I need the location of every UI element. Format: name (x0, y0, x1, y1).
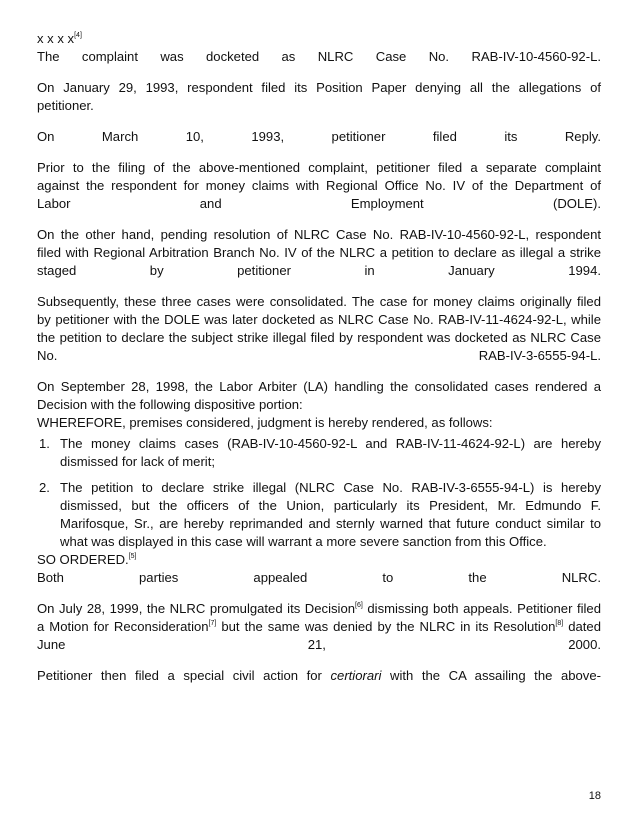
reply-line: On March 10, 1993, petitioner filed its Reply. (37, 129, 601, 144)
nlrc-line-3: June 21, 2000. (37, 637, 601, 652)
other-line-1: On the other hand, pending resolution of NLRC Case No. RAB-IV-10-4560-92-L, respondent (37, 227, 601, 242)
list-item-text: The money claims cases (RAB-IV-10-4560-92-L and RAB-IV-11-4624-92-L) are hereby dismissed for lack of merit; (60, 436, 601, 469)
cert-text-b: with the CA assailing the above- (381, 668, 601, 683)
consol-line-3: the petition to declare the subject strike illegal filed by respondent was docketed as NLRC Case (37, 330, 601, 345)
wherefore-line: WHEREFORE, premises considered, judgment is hereby rendered, as follows: (37, 415, 493, 430)
cert-text-a: Petitioner then filed a special civil action for (37, 668, 331, 683)
prior-line-3: Labor and Employment (DOLE). (37, 196, 601, 211)
list-item-number: 2. (39, 480, 50, 495)
nlrc-line-1b: dismissing both appeals. Petitioner filed (362, 601, 601, 616)
nlrc-line-2b: but the same was denied by the NLRC in its Resolution (216, 619, 556, 634)
docket-line: The complaint was docketed as NLRC Case No. RAB-IV-10-4560-92-L. (37, 49, 601, 64)
document-page (37, 30, 601, 698)
paragraph-labor-arbiter (37, 378, 601, 432)
position-line-2: petitioner. (37, 98, 94, 113)
paragraph-position-paper (37, 79, 601, 115)
footnote-ref-7: [7] (208, 620, 217, 627)
paragraph-nlrc-decision (37, 600, 601, 654)
nlrc-line-1 (37, 600, 601, 618)
footnote-ref-5: [5] (128, 553, 137, 560)
prior-line-1: Prior to the filing of the above-mentioned complaint, petitioner filed a separate complaint (37, 160, 601, 175)
list-item (37, 479, 601, 551)
footnote-ref-8: [8] (555, 620, 564, 627)
paragraph-strike-petition (37, 226, 601, 280)
other-line-2: filed with Regional Arbitration Branch No. IV of the NLRC a petition to declare as illegal a strike (37, 245, 601, 260)
other-line-3: staged by petitioner in January 1994. (37, 263, 601, 278)
consol-line-1: Subsequently, these three cases were consolidated. The case for money claims originally filed (37, 294, 601, 309)
both-appealed-line: Both parties appealed to the NLRC. (37, 570, 601, 585)
paragraph-certiorari (37, 667, 601, 685)
list-item-text: The petition to declare strike illegal (NLRC Case No. RAB-IV-3-6555-94-L) is hereby dismissed, but the officers of the Union, particularly its President, Mr. Edmundo F. Marifosque, Sr., are hereby reprimanded and sternly warned that future conduct similar to what was displayed in this case will warrant a more severe sanction from this Office. (60, 480, 601, 549)
consol-line-2: by petitioner with the DOLE was later docketed as NLRC Case No. RAB-IV-11-4624-92-L, while (37, 312, 601, 327)
paragraph-docket (37, 48, 601, 66)
nlrc-line-1a: On July 28, 1999, the NLRC promulgated its Decision (37, 601, 356, 616)
so-ordered-text: SO ORDERED. (37, 552, 129, 567)
list-item (37, 435, 601, 471)
nlrc-line-2 (37, 618, 601, 636)
list-item-number: 1. (39, 436, 50, 451)
nlrc-line-2c: dated (563, 619, 601, 634)
page-number: 18 (588, 790, 601, 802)
paragraph-so-ordered (37, 551, 601, 587)
certiorari-line (37, 667, 601, 685)
cert-italic: certiorari (330, 668, 382, 683)
dispositive-list (37, 435, 601, 551)
prior-line-2: against the respondent for money claims with Regional Office No. IV of the Department of (37, 178, 601, 193)
nlrc-line-2a: a Motion for Reconsideration (37, 619, 209, 634)
footnote-ref-6: [6] (355, 602, 363, 609)
paragraph-consolidation (37, 293, 601, 365)
footnote-ref-4: [4] (74, 32, 82, 39)
paragraph-prior-complaint (37, 159, 601, 213)
ellipsis-text: x x x x (37, 31, 75, 46)
paragraph-reply (37, 128, 601, 146)
la-line-1: On September 28, 1998, the Labor Arbiter (LA) handling the consolidated cases rendered a (37, 379, 601, 394)
position-line-1: On January 29, 1993, respondent filed its Position Paper denying all the allegations of (37, 80, 601, 95)
la-line-2: Decision with the following dispositive portion: (37, 397, 303, 412)
consol-line-4: No. RAB-IV-3-6555-94-L. (37, 348, 601, 363)
quote-ellipsis (37, 30, 601, 48)
